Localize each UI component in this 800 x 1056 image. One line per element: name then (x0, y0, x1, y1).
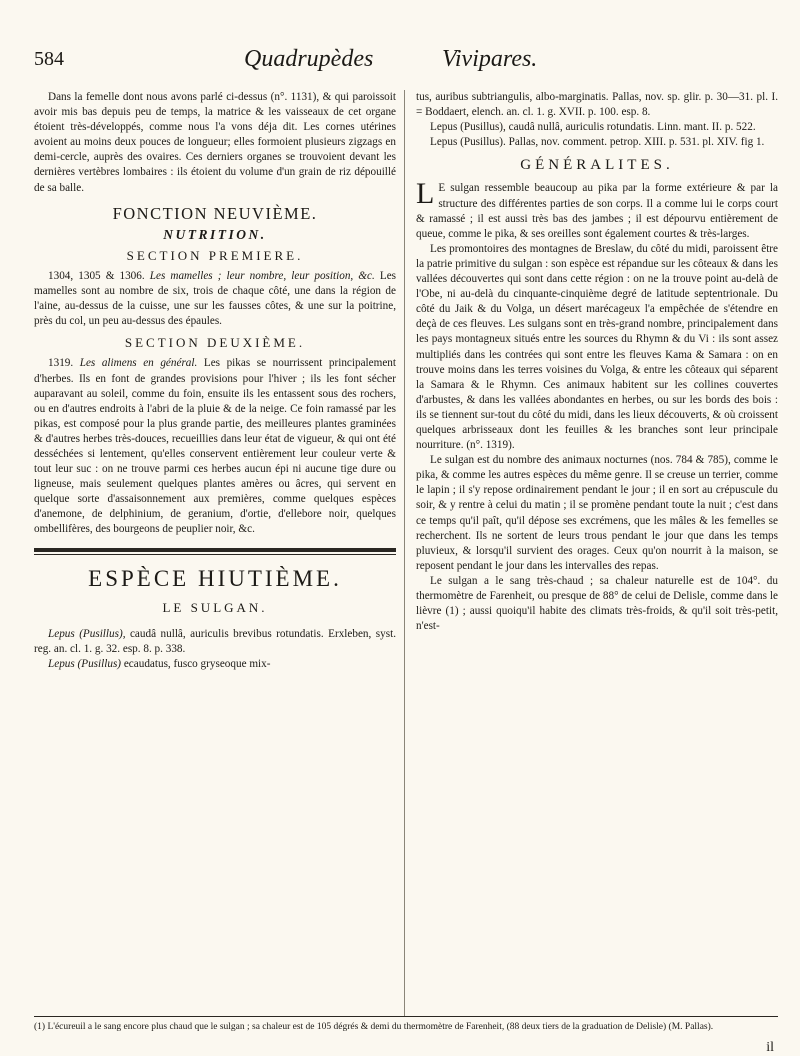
paragraph-1319 (34, 356, 396, 537)
synonym-pallas (34, 657, 396, 672)
footnote-rule (34, 1016, 778, 1017)
paragraph-description (416, 177, 778, 241)
espece-heading: ESPÈCE HIUTIÈME. (88, 565, 342, 591)
paragraph-text: E sulgan ressemble beaucoup au pika par la forme extérieure & par la structure des différentes parties de son corps. Il a comme lui le corps court & ramassé ; il est aussi très bas des jambes ; il est dépourvu entièrement de queue, comme le pika, & ses oreilles sont également courtes & très-larges. (416, 182, 778, 240)
paragraph-title: Les mamelles ; leur nombre, leur position, &c. (149, 269, 375, 282)
paragraph-habitat: Les promontoires des montagnes de Breslaw, du côté du midi, paroissent être la patrie primitive du sulgan : son espèce est répandue sur les côteaux & dans les vallées découvertes qui sont dans cette région : on ne la trouve point au-delà de l'Obe, ni au-delà du cinquante-cinquième degré de latitude septentrionale. Du côté du Jaik & du Volga, un désert marécageux l'a empêchée de s'étendre en deçà de ces fleuves. Les sulgans sont en très-grand nombre, principalement dans les pays montagneux situés entre les sources du Rhymn & du Vi : ils sont assez multipliés dans les contrées qui sont entre les fleuves Kama & Samara : on en trouve moins dans les terres voisines du Volga, & entre les côteaux qui séparent la Samara & le Rhymn. Ces animaux habitent sur les collines couvertes d'arbustes, & dans les vallées abondantes en herbes, ou sur les bords des bois : ils se tiennent sur-tout du côté du midi, dans les lieux découverts, & où croissent quelques arbrisseaux dont les feuilles & les branches sont leur principale nourriture. (n°. 1319). (416, 242, 778, 452)
paragraph-text: Les pikas se nourrissent principalement d'herbes. Ils en font de grandes provisions pour l'hiver ; ils les font sécher auparavant au soleil, comme du foin, ensuite ils les entassent sous des rochers, ou en d'autres endroits à l'abri de la pluie & de la neige. Ce foin ramassé par les pikas, est composé pour la plus grande partie, des meilleures plantes graminées & d'autres herbes très-douces, recueillies dans leur état de vigueur, & qui ont été desséchées si lentement, qu'elles conservent entièrement leur couleur verte & tout leur suc : on ne trouve parmi ces herbes aucun épi ni aucune tige dure ou ligneuse, mais seulement quelques plantes amères ou âcres, qui servent en quelque sorte d'assaisonnement aux premières, comme quelques espèces d'anemone, de delphinium, de geranium, d'ortie, d'ellebore noir, quelques ombellifères, des bourgeons de peuplier noir, &c. (34, 357, 397, 536)
footnote: (1) L'écureuil a le sang encore plus chaud que le sulgan ; sa chaleur est de 105 dégrés & demi du thermomètre de Farenheit, (88 deux tiers de la graduation de Delisle) (M. Pallas). (34, 1022, 714, 1032)
section-divider-thick (34, 548, 396, 552)
species-name-heading: LE SULGAN. (162, 599, 268, 615)
paragraph-nocturnal: Le sulgan est du nombre des animaux nocturnes (nos. 784 & 785), comme le pika, & comme les autres espèces du même genre. Il se creuse un terrier, comme le lapin ; il s'y repose ordinairement pendant le jour ; il en sort au crépuscule du soir, & y rentre à celui du matin ; il se promène pendant toute la nuit ; c'est dans ce temps qu'il paît, qu'il dépose ses excrémens, que les mâles & les femelles se recherchent. Ils ne sortent de leurs trous pendant le jour que dans les temps pluvieux, & lorsqu'il survient des orages. Ceux qu'on nourrit à la maison, se reposent pendant le jour dans les intervalles des repas. (416, 454, 778, 572)
generalites-heading: GÉNÉRALITES. (520, 157, 674, 174)
synonym-erxleben (34, 627, 396, 657)
paragraph-text: Les mamelles sont au nombre de six, trois de chaque côté, une dans la région de l'aine, au-dessus de la cuisse, une sur les fausses côtes, & une sur la poitrine, près du col, un peu au-dessus des épaules. (34, 269, 397, 328)
synonym-continuation: tus, auribus subtriangulis, albo-marginatis. Pallas, nov. sp. glir. p. 30—31. pl. I. = Boddaert, elench. an. cl. 1. g. XVII. p. 100. esp. 8. (416, 91, 778, 119)
section-one-heading: SECTION PREMIERE. (126, 247, 304, 263)
paragraph-1304 (34, 269, 396, 329)
left-column (34, 90, 396, 672)
synonym-linnaeus: Lepus (Pusillus), caudâ nullâ, auriculis rotundatis. Linn. mant. II. p. 522. (430, 121, 756, 134)
running-header (34, 44, 774, 84)
paragraph-title: Les alimens en général. (79, 357, 198, 370)
section-two-heading: SECTION DEUXIÈME. (124, 335, 306, 351)
paragraph-number: 1319. (48, 357, 74, 370)
drop-cap: L (416, 177, 435, 211)
synonym-text: caudâ nullâ, auriculis brevibus rotundatis. Erxleben, syst. reg. an. cl. 1. g. 32. esp. 8. p. 338. (34, 627, 396, 655)
right-column (416, 90, 778, 634)
synonym-pallas-comment: Lepus (Pusillus). Pallas, nov. comment. petrop. XIII. p. 531. pl. XIV. fig 1. (430, 136, 765, 149)
header-title-part2: Vivipares. (442, 46, 538, 72)
paragraph-temperature: Le sulgan a le sang très-chaud ; sa chaleur naturelle est de 104°. du thermomètre de Farenheit, ou presque de 88° de celui de Delisle, comme dans le lièvre (1) ; aussi quoiqu'il habite des climats très-froids, & qu'il soit très-petit, n'est- (416, 574, 778, 633)
header-title-part1: Quadrupèdes (244, 46, 374, 72)
nutrition-heading: NUTRITION. (163, 226, 267, 242)
section-divider-thin (34, 554, 396, 555)
column-divider (404, 90, 405, 1016)
intro-paragraph: Dans la femelle dont nous avons parlé ci-dessus (n°. 1131), & qui paroissoit avoir mis bas depuis peu de temps, la matrice & les vaisseaux de cet organe étoient très-développés, comme nous l'a vons déja dit. Les cornes utérines avoient au moins deux pouces de longueur; elles formoient plusieurs zigzags en demi-cercle, auprès des ovaires. Ces derniers organes se trouvoient devant les dernières vertèbres lombaires : ils étoient du volume d'un grain de riz dépouillé de sa balle. (34, 91, 396, 194)
fonction-heading: FONCTION NEUVIÈME. (112, 203, 318, 223)
page-number: 584 (34, 48, 64, 70)
synonym-name: Lepus (Pusillus), (48, 627, 126, 640)
catchword: il (766, 1040, 774, 1055)
paragraph-number: 1304, 1305 & 1306. (48, 269, 145, 282)
synonym-text: ecaudatus, fusco gryseoque mix- (123, 657, 271, 670)
synonym-name: Lepus (Pusillus) (48, 657, 122, 670)
